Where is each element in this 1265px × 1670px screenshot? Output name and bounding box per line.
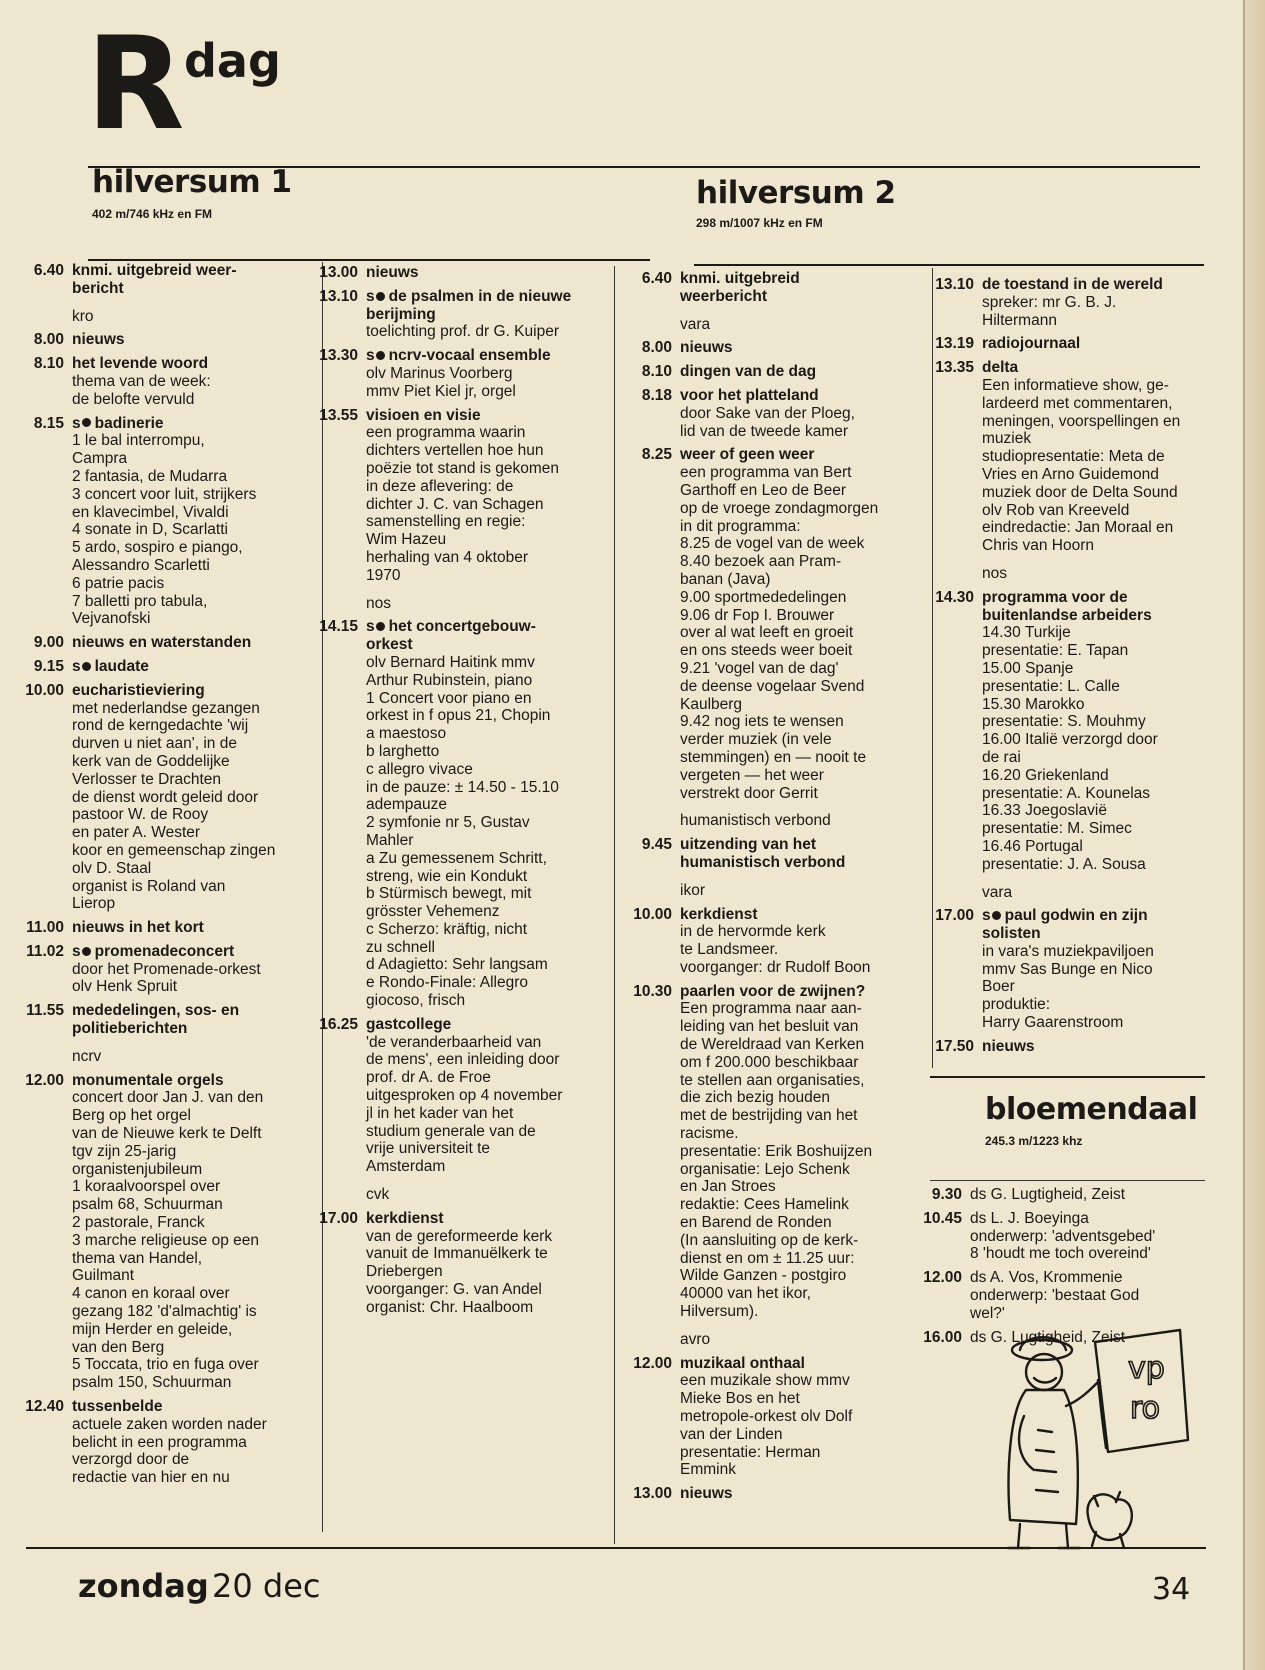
program-entry <box>314 618 618 1010</box>
program-entry <box>628 446 928 802</box>
program-column-h2-b <box>930 276 1225 1062</box>
program-description: thema van de week: de belofte vervuld <box>72 372 211 408</box>
program-title: paarlen voor de zwijnen? <box>680 982 866 1000</box>
program-time: 13.19 <box>935 335 974 353</box>
program-title: monumentale orgels <box>72 1071 224 1089</box>
program-description: olv Marinus Voorberg mmv Piet Kiel jr, orgel <box>366 364 516 400</box>
program-entry <box>20 682 320 913</box>
stereo-mark: s <box>366 618 375 636</box>
stereo-mark: s <box>72 942 81 960</box>
program-title: nieuws <box>680 339 733 357</box>
stereo-dot-icon <box>376 622 385 631</box>
station-freq-bloemendaal: 245.3 m/1223 khz <box>985 1134 1083 1148</box>
program-time: 10.45 <box>923 1209 962 1227</box>
program-entry <box>930 589 1225 874</box>
program-time: 16.25 <box>319 1015 358 1033</box>
program-entry <box>930 276 1225 329</box>
program-entry <box>628 906 928 977</box>
program-title: radiojournaal <box>982 335 1081 353</box>
program-time: 12.00 <box>923 1269 962 1287</box>
program-entry <box>20 355 320 408</box>
program-entry <box>628 983 928 1321</box>
program-time: 11.55 <box>26 1002 64 1020</box>
program-time: 13.30 <box>319 347 358 365</box>
program-entry <box>628 270 928 306</box>
program-description: door het Promenade-orkest olv Henk Spruit <box>72 960 261 996</box>
bloemendaal-rule <box>930 1076 1205 1078</box>
program-time: 10.00 <box>633 905 672 923</box>
program-description: van de gereformeerde kerk vanuit de Immanuëlkerk te Driebergen voorganger: G. van Andel organist: Chr. Haalboom <box>366 1227 553 1316</box>
program-time: 14.30 <box>935 588 974 606</box>
program-time: 8.25 <box>641 446 672 464</box>
program-entry <box>628 1355 928 1480</box>
logo-suffix: dag <box>184 34 281 88</box>
program-title: paul godwin en zijn solisten <box>982 907 1148 943</box>
program-title: dingen van de dag <box>680 363 817 381</box>
program-time: 17.00 <box>935 907 974 925</box>
program-description: concert door Jan J. van den Berg op het orgel van de Nieuwe kerk te Delft tgv zijn 25-jarig organistenjubileum 1 koraalvoorspel over psalm 68, Schuurman 2 pastorale, Franck 3 marche religieuse op een thema van Handel, Guilmant 4 canon en koraal over gezang 182 'd'almachtig' is mijn Herder en geleide, van den Berg 5 Toccata, trio en fuga over psalm 150, Schuurman <box>72 1089 264 1392</box>
program-title: het concertgebouw- orkest <box>366 618 536 654</box>
program-description: spreker: mr G. B. J. Hiltermann <box>982 293 1117 329</box>
broadcaster-label: vara <box>982 883 1013 901</box>
program-entry <box>314 1210 618 1317</box>
stereo-mark: s <box>72 657 81 675</box>
broadcaster-label: nos <box>982 564 1007 582</box>
program-title: kerkdienst <box>680 905 758 923</box>
program-time: 9.00 <box>33 634 64 652</box>
stereo-dot-icon <box>992 911 1001 920</box>
footer-day: zondag <box>78 1567 209 1605</box>
program-time: 17.00 <box>319 1209 358 1227</box>
program-entry <box>918 1269 1218 1322</box>
section-rule-h2 <box>694 264 1204 266</box>
program-time: 17.50 <box>935 1037 974 1055</box>
broadcaster-label: cvk <box>366 1186 390 1204</box>
program-title: nieuws <box>72 331 125 349</box>
broadcaster-label: avro <box>680 1330 711 1348</box>
program-entry <box>628 387 928 440</box>
program-title: het levende woord <box>72 355 209 373</box>
broadcaster-label: vara <box>680 315 711 333</box>
broadcaster-label: nos <box>366 594 391 612</box>
program-description: door Sake van der Ploeg, lid van de tweede kamer <box>680 404 855 440</box>
broadcaster-label: kro <box>72 307 94 325</box>
program-description: Een informatieve show, ge- lardeerd met commentaren, meningen, voorspellingen en muziek studiopresentatie: Meta de Vries en Arno Guidemond muziek door de Delta Sound olv Rob van Kreeveld eindredactie: Jan Moraal en Chris van Hoorn <box>982 376 1181 555</box>
program-description: Een programma naar aan- leiding van het besluit van de Wereldraad van Kerken om f 200.000 beschikbaar te stellen aan organisaties, die zich bezig houden met de bestrijding van het racisme. presentatie: Erik Boshuijzen organisatie: Lejo Schenk en Jan Stroes redaktie: Cees Hamelink en Barend de Ronden (In aansluiting op de kerk- dienst en om ± 11.25 uur: Wilde Ganzen - postgiro 40000 van het ikor, Hilversum). <box>680 1000 873 1321</box>
stereo-mark: s <box>366 287 375 305</box>
program-title: programma voor de buitenlandse arbeiders <box>982 588 1152 624</box>
stereo-mark: s <box>982 907 991 925</box>
stereo-dot-icon <box>82 418 91 427</box>
program-title: muzikaal onthaal <box>680 1354 805 1372</box>
stereo-dot-icon <box>376 351 385 360</box>
program-description: 1 le bal interrompu, Campra 2 fantasia, de Mudarra 3 concert voor luit, strijkers en klavecimbel, Vivaldi 4 sonate in D, Scarlatti 5 ardo, sospiro e piango, Alessandro Scarletti 6 patrie pacis 7 balletti pro tabula, Vejvanofski <box>72 432 257 628</box>
program-entry <box>20 262 320 298</box>
stereo-mark: s <box>366 347 375 365</box>
program-description: ds G. Lugtigheid, Zeist <box>970 1186 1126 1203</box>
program-description: toelichting prof. dr G. Kuiper <box>366 323 559 341</box>
program-description: een programma van Bert Garthoff en Leo de Beer op de vroege zondagmorgen in dit programma: 8.25 de vogel van de week 8.40 bezoek aan Pram- banan (Java) 9.00 sportmededelingen 9.06 dr Fop I. Brouwer over al wat leeft en groeit en ons steeds weer boeit 9.21 'vogel van de dag' de deense vogelaar Svend Kaulberg 9.42 nog iets te wensen verder muziek (in vele stemmingen) en — nooit te vergeten — het weer verstrekt door Gerrit <box>680 464 879 802</box>
program-time: 10.30 <box>633 982 672 1000</box>
program-title: uitzending van het humanistisch verbond <box>680 836 846 871</box>
program-entry <box>20 415 320 629</box>
program-entry <box>20 1398 320 1487</box>
program-entry <box>930 335 1225 353</box>
program-description: olv Bernard Haitink mmv Arthur Rubinstein, piano 1 Concert voor piano en orkest in f opus 21, Chopin a maestoso b larghetto c allegro vivace in de pauze: ± 14.50 - 15.10 adempauze 2 symfonie nr 5, Gustav Mahler a Zu gemessenem Schritt, streng, wie ein Kondukt b Stürmisch bewegt, mit grösster Vehemenz c Scherzo: kräftig, nicht zu schnell d Adagietto: Sehr langsam e Rondo-Finale: Allegro giocoso, frisch <box>366 653 559 1010</box>
program-description: 'de veranderbaarheid van de mens', een inleiding door prof. dr A. de Froe uitgesproken op 4 november jl in het kader van het studium generale van de vrije universiteit te Amsterdam <box>366 1033 563 1176</box>
program-title: kerkdienst <box>366 1209 444 1227</box>
program-entry <box>314 264 618 282</box>
program-description: met nederlandse gezangen rond de kerngedachte 'wij durven u niet aan', in de kerk van de Goddelijke Verlosser te Drachten de dienst wordt geleid door pastoor W. de Rooy en pater A. Wester koor en gemeenschap zingen olv D. Staal organist is Roland van Lierop <box>72 699 276 913</box>
program-title: de psalmen in de nieuwe berijming <box>366 287 572 323</box>
program-title: de toestand in de wereld <box>982 276 1163 293</box>
program-description: ds A. Vos, Krommenie onderwerp: 'bestaat God wel?' <box>970 1269 1140 1322</box>
program-entry <box>20 1002 320 1038</box>
program-title: nieuws en waterstanden <box>72 634 252 652</box>
vpro-cartoon-illustration <box>980 1320 1200 1560</box>
program-time: 9.30 <box>931 1186 962 1203</box>
program-column-h1-b <box>314 264 618 1323</box>
station-title-hilversum-2: hilversum 2 <box>696 175 896 211</box>
program-entry <box>930 1038 1225 1056</box>
program-time: 8.10 <box>641 363 672 381</box>
program-description: in de hervormde kerk te Landsmeer. voorganger: dr Rudolf Boon <box>680 923 871 976</box>
program-entry <box>314 407 618 585</box>
program-entry <box>628 339 928 357</box>
program-time: 16.00 <box>923 1328 962 1346</box>
program-time: 13.35 <box>935 359 974 377</box>
program-entry <box>918 1210 1218 1263</box>
program-title: gastcollege <box>366 1015 452 1033</box>
broadcaster-label: ncrv <box>72 1047 102 1065</box>
stereo-dot-icon <box>376 292 385 301</box>
program-entry <box>628 836 928 872</box>
program-title: mededelingen, sos- en politieberichten <box>72 1002 240 1038</box>
program-title: eucharistieviering <box>72 681 205 699</box>
program-description: een muzikale show mmv Mieke Bos en het metropole-orkest olv Dolf van der Linden presentatie: Herman Emmink <box>680 1372 853 1479</box>
program-time: 9.15 <box>33 657 64 675</box>
program-title: nieuws <box>680 1485 733 1503</box>
bottom-rule <box>26 1547 1206 1549</box>
program-entry <box>918 1186 1218 1204</box>
program-entry <box>628 363 928 381</box>
program-entry <box>20 658 320 676</box>
program-time: 13.10 <box>935 276 974 293</box>
program-entry <box>20 1072 320 1392</box>
program-description: 14.30 Turkije presentatie: E. Tapan 15.00 Spanje presentatie: L. Calle 15.30 Marokko presentatie: S. Mouhmy 16.00 Italië verzorgd door de rai 16.20 Griekenland presentatie: A. Kounelas 16.33 Joegoslavië presentatie: M. Simec 16.46 Portugal presentatie: J. A. Sousa <box>982 624 1158 873</box>
footer-date: 20 dec <box>212 1567 321 1605</box>
station-freq-hilversum-2: 298 m/1007 kHz en FM <box>696 216 823 230</box>
page-number: 34 <box>1152 1572 1191 1607</box>
station-freq-hilversum-1: 402 m/746 kHz en FM <box>92 207 213 221</box>
program-entry <box>930 359 1225 555</box>
station-title-bloemendaal: bloemendaal <box>985 1092 1198 1127</box>
program-time: 6.40 <box>641 270 672 287</box>
program-entry <box>930 907 1225 1032</box>
program-title: knmi. uitgebreid weer- bericht <box>72 262 237 297</box>
program-description: een programma waarin dichters vertellen hoe hun poëzie tot stand is gekomen in deze aflevering: de dichter J. C. van Schagen samenstelling en regie: Wim Hazeu herhaling van 4 oktober 1970 <box>366 424 560 584</box>
program-entry <box>314 1016 618 1176</box>
section-rule-h1 <box>88 259 650 261</box>
program-time: 12.00 <box>25 1071 64 1089</box>
program-entry <box>20 634 320 652</box>
program-title: nieuws <box>982 1037 1035 1055</box>
program-entry <box>314 347 618 400</box>
program-column-h1-a <box>20 262 320 1493</box>
program-column-h2-a <box>628 270 928 1509</box>
program-time: 13.00 <box>633 1485 672 1503</box>
program-title: visioen en visie <box>366 406 481 424</box>
program-time: 12.40 <box>25 1398 64 1416</box>
program-entry <box>314 288 618 341</box>
program-time: 8.15 <box>33 414 64 432</box>
program-title: voor het platteland <box>680 386 819 404</box>
bloemendaal-subrule <box>930 1180 1205 1181</box>
program-entry <box>20 943 320 996</box>
program-title: promenadeconcert <box>94 942 235 960</box>
program-entry <box>20 331 320 349</box>
program-time: 13.10 <box>319 287 358 305</box>
program-description: ds G. Lugtigheid, Zeist <box>970 1328 1126 1346</box>
station-title-hilversum-1: hilversum 1 <box>92 164 292 200</box>
broadcaster-label: ikor <box>680 881 705 899</box>
page-edge <box>1243 0 1265 1670</box>
program-time: 9.45 <box>641 836 672 854</box>
program-title: laudate <box>94 657 149 675</box>
program-title: nieuws <box>366 264 419 281</box>
program-time: 8.00 <box>641 339 672 357</box>
program-description: in vara's muziekpaviljoen mmv Sas Bunge en Nico Boer produktie: Harry Gaarenstroom <box>982 942 1154 1032</box>
program-time: 12.00 <box>633 1354 672 1372</box>
program-description: ds L. J. Boeyinga onderwerp: 'adventsgebed' 8 'houdt me toch overeind' <box>970 1209 1156 1263</box>
program-title: weer of geen weer <box>680 446 815 464</box>
logo-letter: R <box>86 10 181 159</box>
program-title: ncrv-vocaal ensemble <box>388 347 551 365</box>
program-title: badinerie <box>94 414 164 432</box>
program-title: knmi. uitgebreid weerbericht <box>680 270 800 305</box>
program-time: 11.02 <box>26 942 64 960</box>
program-title: tussenbelde <box>72 1398 163 1416</box>
program-time: 13.55 <box>319 406 358 424</box>
stereo-dot-icon <box>82 947 91 956</box>
program-entry <box>628 1485 928 1503</box>
program-time: 10.00 <box>25 681 64 699</box>
stereo-mark: s <box>72 414 81 432</box>
stereo-dot-icon <box>82 662 91 671</box>
sign-text-line1: vp <box>1128 1351 1165 1386</box>
program-time: 8.10 <box>33 355 64 373</box>
program-time: 14.15 <box>319 618 358 636</box>
program-time: 6.40 <box>33 262 64 279</box>
program-time: 11.00 <box>26 919 64 937</box>
program-time: 8.18 <box>641 386 672 404</box>
program-title: nieuws in het kort <box>72 919 204 937</box>
sign-text-line2: ro <box>1130 1391 1161 1426</box>
program-description: actuele zaken worden nader belicht in een programma verzorgd door de redactie van hier en nu <box>72 1415 267 1487</box>
broadcaster-label: humanistisch verbond <box>680 812 831 830</box>
program-title: delta <box>982 359 1019 377</box>
program-time: 13.00 <box>319 264 358 281</box>
program-time: 8.00 <box>33 331 64 349</box>
program-entry <box>20 919 320 937</box>
